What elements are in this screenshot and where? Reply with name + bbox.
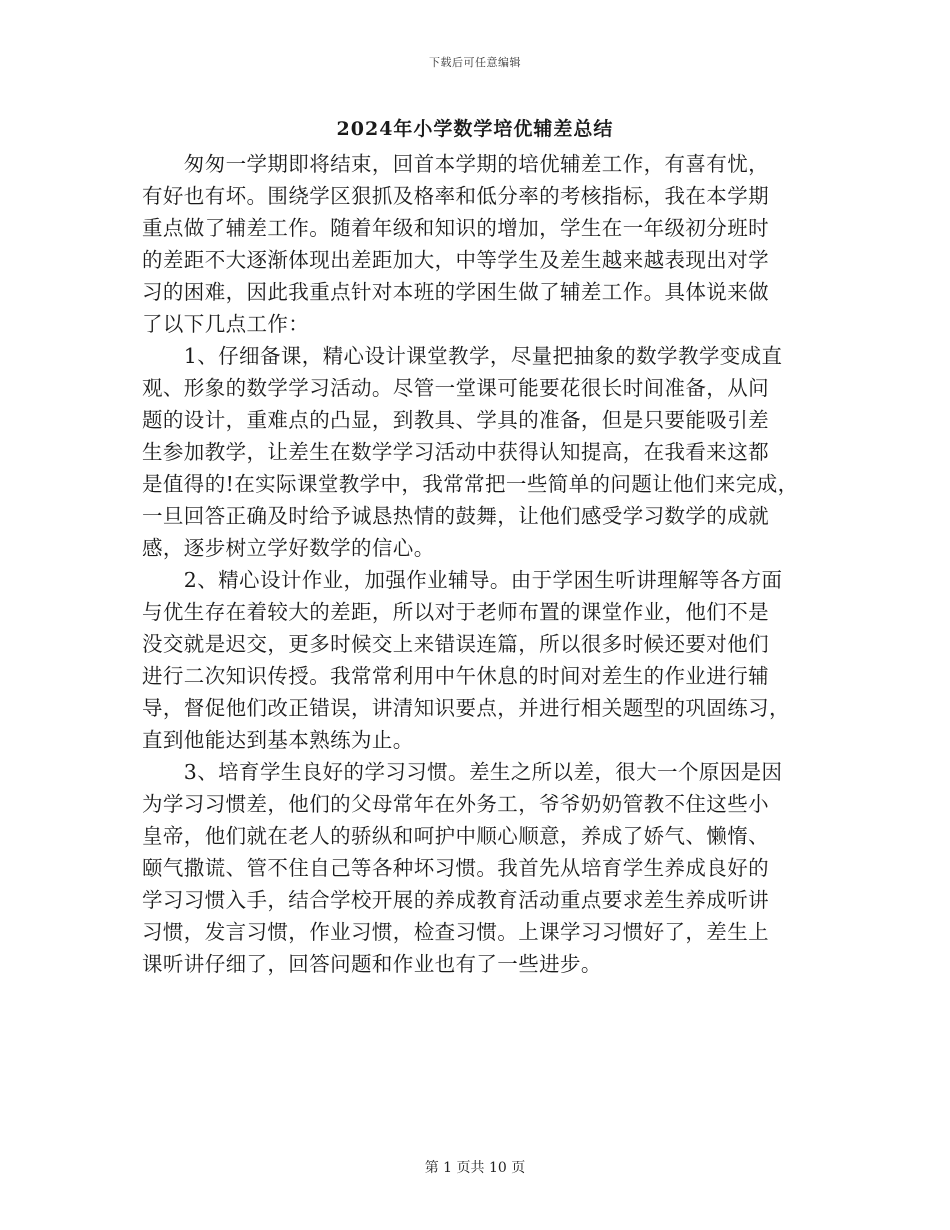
- body-line: 导，督促他们改正错误，讲清知识要点，并进行相关题型的巩固练习，: [142, 696, 790, 720]
- body-line: 习惯，发言习惯，作业习惯，检查习惯。上课学习习惯好了，差生上: [142, 920, 769, 944]
- body-line: 习的困难，因此我重点针对本班的学困生做了辅差工作。具体说来做: [142, 280, 769, 304]
- body-line: 皇帝，他们就在老人的骄纵和呵护中顺心顺意，养成了娇气、懒惰、: [142, 824, 769, 848]
- body-line: 的差距不大逐渐体现出差距加大，中等学生及差生越来越表现出对学: [142, 248, 769, 272]
- document-body: [142, 148, 814, 980]
- body-line: 重点做了辅差工作。随着年级和知识的增加，学生在一年级初分班时: [142, 216, 769, 240]
- page-header: 下载后可任意编辑: [429, 56, 521, 69]
- body-line: 颐气撒谎、管不住自己等各种坏习惯。我首先从培育学生养成良好的: [142, 856, 769, 880]
- document-title: 2024年小学数学培优辅差总结: [336, 118, 614, 140]
- body-line: 匆匆一学期即将结束，回首本学期的培优辅差工作，有喜有忧，: [142, 152, 769, 176]
- body-line: 观、形象的数学学习活动。尽管一堂课可能要花很长时间准备，从问: [142, 376, 769, 400]
- body-line: 1、仔细备课，精心设计课堂教学，尽量把抽象的数学教学变成直: [142, 344, 783, 368]
- body-line: 3、培育学生良好的学习习惯。差生之所以差，很大一个原因是因: [142, 760, 783, 784]
- body-line: 与优生存在着较大的差距，所以对于老师布置的课堂作业，他们不是: [142, 600, 769, 624]
- body-line: 没交就是迟交，更多时候交上来错误连篇，所以很多时候还要对他们: [142, 632, 769, 656]
- body-line: 进行二次知识传授。我常常利用中午休息的时间对差生的作业进行辅: [142, 664, 769, 688]
- body-line: 了以下几点工作：: [142, 312, 310, 336]
- body-line: 生参加教学，让差生在数学学习活动中获得认知提高，在我看来这都: [142, 440, 769, 464]
- body-line: 感，逐步树立学好数学的信心。: [142, 536, 435, 560]
- body-line: 课听讲仔细了，回答问题和作业也有了一些进步。: [142, 952, 602, 976]
- body-line: 直到他能达到基本熟练为止。: [142, 728, 414, 752]
- body-line: 有好也有坏。围绕学区狠抓及格率和低分率的考核指标，我在本学期: [142, 184, 769, 208]
- body-line: 一旦回答正确及时给予诚恳热情的鼓舞，让他们感受学习数学的成就: [142, 504, 769, 528]
- page-footer: 第 1 页共 10 页: [424, 1160, 526, 1176]
- body-line: 是值得的!在实际课堂教学中，我常常把一些简单的问题让他们来完成，: [142, 472, 799, 496]
- body-line: 题的设计，重难点的凸显，到教具、学具的准备，但是只要能吸引差: [142, 408, 769, 432]
- body-line: 为学习习惯差，他们的父母常年在外务工，爷爷奶奶管教不住这些小: [142, 792, 769, 816]
- body-line: 学习习惯入手，结合学校开展的养成教育活动重点要求差生养成听讲: [142, 888, 769, 912]
- body-line: 2、精心设计作业，加强作业辅导。由于学困生听讲理解等各方面: [142, 568, 783, 592]
